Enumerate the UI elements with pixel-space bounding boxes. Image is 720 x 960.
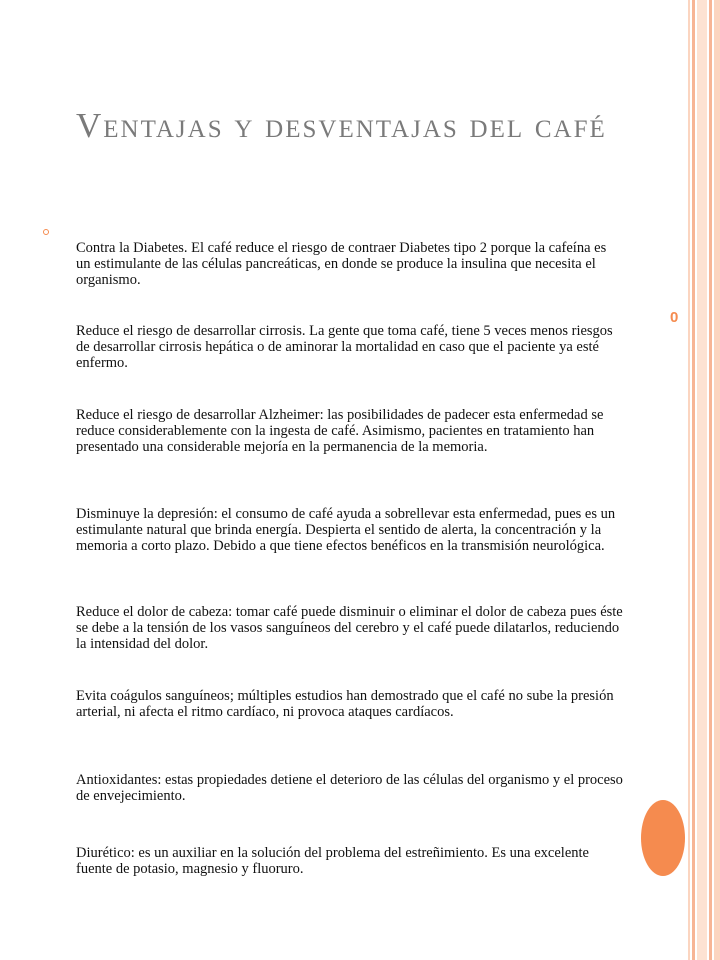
paragraph-depresion: Disminuye la depresión: el consumo de café ayuda a sobrellevar esta enfermedad, pues es un estimulante natural que brinda energía. Despierta el sentido de alerta, la concentración y la memoria a corto plazo. Debido a que tiene efectos benéficos en la transmisión neurológica. [76, 506, 616, 554]
paragraph-alzheimer: Reduce el riesgo de desarrollar Alzheimer: las posibilidades de padecer esta enfermedad se reduce considerablemente con la ingesta de café. Asimismo, pacientes en tratamiento han presentado una considerable mejoría en la permanencia de la memoria. [76, 407, 604, 455]
decorative-stripe-5 [714, 0, 720, 960]
decorative-stripe-3 [697, 0, 707, 960]
bullet-ring-icon [43, 229, 49, 235]
slide-number: 0 [670, 309, 679, 326]
paragraph-coagulos: Evita coágulos sanguíneos; múltiples estudios han demostrado que el café no sube la presión arterial, ni afecta el ritmo cardíaco, ni provoca ataques cardíacos. [76, 688, 614, 720]
decorative-stripe-4 [709, 0, 712, 960]
decorative-stripe-1 [688, 0, 690, 960]
paragraph-diuretico: Diurético: es un auxiliar en la solución del problema del estreñimiento. Es una excelente fuente de potasio, magnesio y fluoruro. [76, 845, 589, 877]
slide-title: Ventajas y desventajas del café [76, 106, 607, 145]
paragraph-dolor-cabeza: Reduce el dolor de cabeza: tomar café puede disminuir o eliminar el dolor de cabeza pues éste se debe a la tensión de los vasos sanguíneos del cerebro y el café puede dilatarlos, reduciendo la intensidad del dolor. [76, 604, 623, 652]
paragraph-diabetes: Contra la Diabetes. El café reduce el riesgo de contraer Diabetes tipo 2 porque la cafeína es un estimulante de las células pancreáticas, en donde se produce la insulina que necesita el organismo. [76, 240, 607, 288]
paragraph-antioxidantes: Antioxidantes: estas propiedades detiene el deterioro de las células del organismo y el proceso de envejecimiento. [76, 772, 623, 804]
decorative-stripe-2 [692, 0, 695, 960]
paragraph-cirrosis: Reduce el riesgo de desarrollar cirrosis. La gente que toma café, tiene 5 veces menos riesgos de desarrollar cirrosis hepática o de aminorar la mortalidad en caso que el paciente ya esté enfermo. [76, 323, 613, 371]
decorative-orange-oval [641, 800, 685, 876]
